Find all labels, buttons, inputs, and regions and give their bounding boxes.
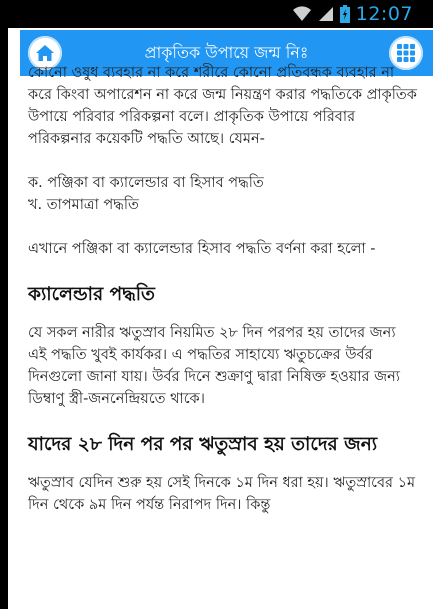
description-paragraph: এখানে পঞ্জিকা বা ক্যালেন্ডার হিসাব পদ্ধতি বর্ণনা করা হলো - [28,241,376,257]
page-title: প্রাকৃতিক উপায়ে জন্ম নিঃ [144,43,309,62]
status-icons [292,4,413,24]
grid-menu-icon [396,43,416,63]
calendar-paragraph: যে সকল নারীর ঋতুস্রাব নিয়মিত ২৮ দিন পরপর হয় তাদের জন্য এই পদ্ধতি খুবই কার্যকর। এ পদ্ধতির সাহায্যে ঋতুচক্রের উর্বর দিনগুলো জানা যায়। উর্বর দিনে শুক্রাণু দ্বারা নিষিক্ত হওয়ার জন্য ডিম্বাণু স্ত্রী-জননেন্দ্রিয়তে থাকে। [28,325,400,407]
intro-paragraph: কোনো ওষুধ ব্যবহার না করে শরীরে কোনো প্রতিবন্ধক ব্যবহার না করে কিংবা অপারেশন না করে জন্ম নিয়ন্ত্রণ করার পদ্ধতিকে প্রাকৃতিক উপায়ে পরিবার পরিকল্পনা বলে। প্রাকৃতিক উপায়ে পরিবার পরিকল্পনার কয়েকটি পদ্ধতি আছে। যেমন- [28,65,417,147]
clock: 12:07 [355,3,413,25]
wifi-icon [292,6,312,22]
home-icon [35,44,55,62]
spacer [28,216,418,238]
cycle-paragraph: ঋতুস্রাব যেদিন শুরু হয় সেই দিনকে ১ম দিন ধরা হয়। ঋতুস্রাবের ১ম দিন থেকে ৯ম দিন পর্যন্ত নিরাপদ দিন। কিন্তু [28,475,416,513]
signal-icon [318,6,334,22]
status-bar [0,0,433,28]
method-item-1: ক. পঞ্জিকা বা ক্যালেন্ডার বা হিসাব পদ্ধতি [28,175,264,191]
battery-icon [340,5,350,23]
method-item-2: খ. তাপমাত্রা পদ্ধতি [28,197,139,213]
section-heading-calendar: ক্যালেন্ডার পদ্ধতি [28,284,155,305]
section-heading-28-days: যাদের ২৮ দিন পর পর ঋতুস্রাব হয় তাদের জন্য [28,434,378,455]
article-content [28,62,418,538]
